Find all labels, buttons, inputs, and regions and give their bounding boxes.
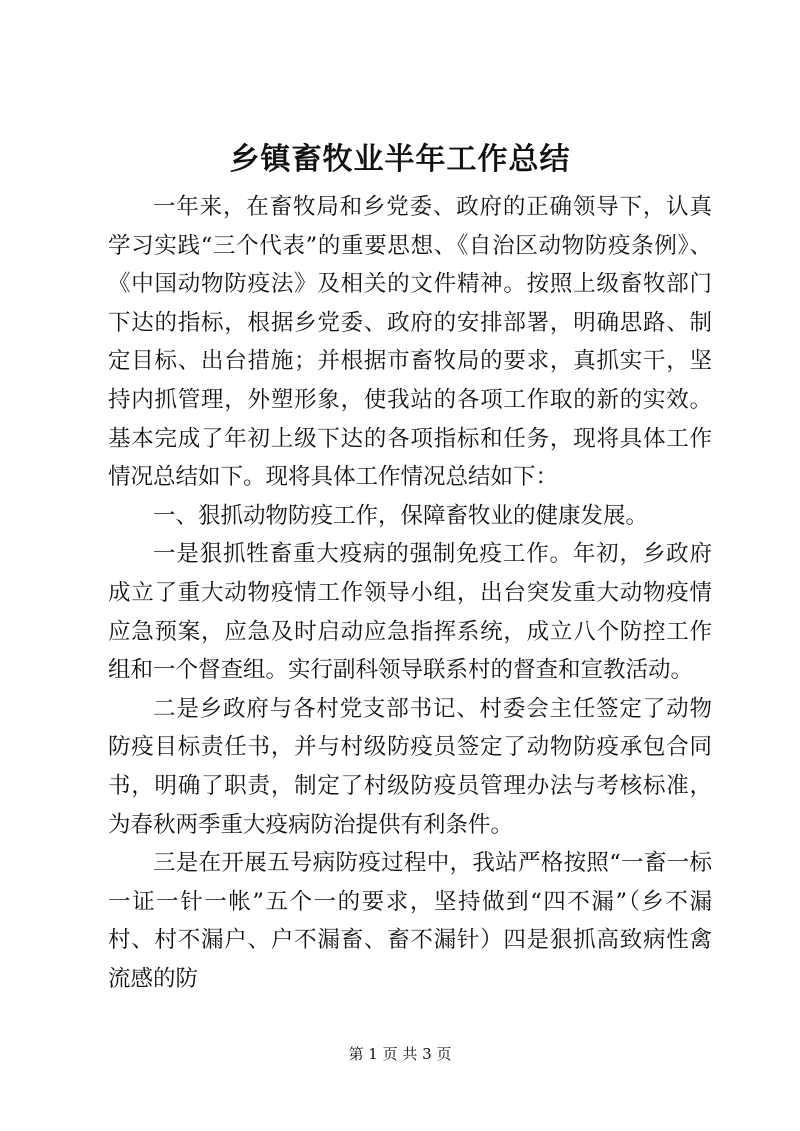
page-number-footer: 第 1 页 共 3 页 bbox=[348, 1045, 452, 1063]
document-title: 乡镇畜牧业半年工作总结 bbox=[229, 142, 571, 177]
paragraph-point-three: 三是在开展五号病防疫过程中，我站严格按照“一畜一标一证一针一帐”五个一的要求，坚持做到“四不漏”（乡不漏村、村不漏户、户不漏畜、畜不漏针）四是狠抓高致病性禽流感的防 bbox=[108, 850, 712, 992]
paragraph-intro: 一年来，在畜牧局和乡党委、政府的正确领导下，认真学习实践“三个代表”的重要思想、《自治区动物防疫条例》、《中国动物防疫法》及相关的文件精神。按照上级畜牧部门下达的指标，根据乡党委、政府的安排部署，明确思路、制定目标、出台措施；并根据市畜牧局的要求，真抓实干，坚持内抓管理，外塑形象，使我站的各项工作取的新的实效。基本完成了年初上级下达的各项指标和任务，现将具体工作情况总结如下。现将具体工作情况总结如下： bbox=[108, 194, 712, 491]
paragraph-point-one: 一是狠抓牲畜重大疫病的强制免疫工作。年初，乡政府成立了重大动物疫情工作领导小组，出台突发重大动物疫情应急预案，应急及时启动应急指挥系统，成立八个防控工作组和一个督查组。实行副科领导联系村的督查和宣教活动。 bbox=[108, 541, 712, 684]
document-body bbox=[108, 188, 712, 998]
paragraph-point-two: 二是乡政府与各村党支部书记、村委会主任签定了动物防疫目标责任书，并与村级防疫员签定了动物防疫承包合同书，明确了职责，制定了村级防疫员管理办法与考核标准，为春秋两季重大疫病防治提供有利条件。 bbox=[108, 695, 712, 838]
paragraph-section-heading: 一、狠抓动物防疫工作，保障畜牧业的健康发展。 bbox=[153, 502, 649, 529]
